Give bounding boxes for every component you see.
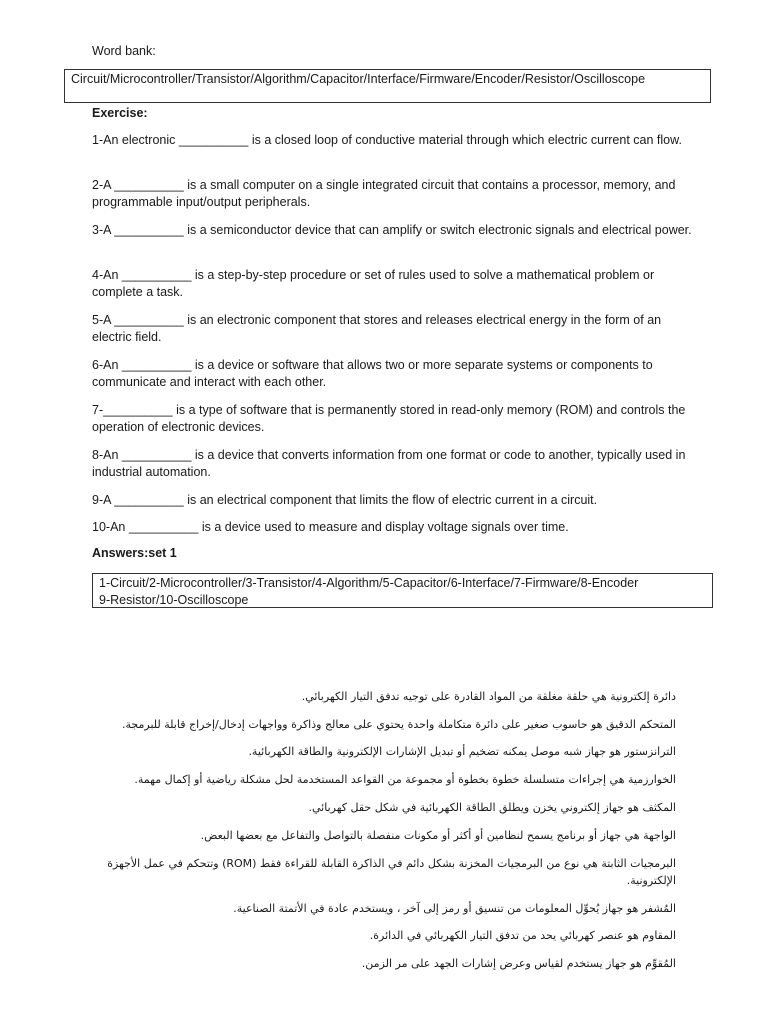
arabic-line-8: المُشفر هو جهاز يُحوِّل المعلومات من تنسيق أو رمز إلى آخر ، ويستخدم عادة في الأتمتة الصناعية. [233, 902, 676, 915]
arabic-line-2: المتحكم الدقيق هو حاسوب صغير على دائرة متكاملة واحدة يحتوي على معالج وذاكرة وواجهات إدخال/إخراج قابلة للبرمجة. [122, 718, 676, 731]
question-8: 8-An __________ is a device that converts information from one format or code to another, typically used in industrial automation. [92, 448, 686, 479]
arabic-line-9: المقاوم هو عنصر كهربائي يحد من تدفق التيار الكهربائي في الدائرة. [369, 929, 676, 942]
question-6: 6-An __________ is a device or software that allows two or more separate systems or components to communicate and interact with each other. [92, 358, 653, 389]
arabic-line-3: الترانزستور هو جهاز شبه موصل يمكنه تضخيم أو تبديل الإشارات الإلكترونية والطاقة الكهربائية. [248, 745, 676, 758]
exercise-title: Exercise: [92, 106, 148, 120]
question-10: 10-An __________ is a device used to measure and display voltage signals over time. [92, 520, 569, 534]
answers-box [92, 573, 713, 608]
word-bank-title: Word bank: [92, 44, 156, 58]
question-1: 1-An electronic __________ is a closed loop of conductive material through which electric current can flow. [92, 133, 682, 147]
question-4: 4-An __________ is a step-by-step procedure or set of rules used to solve a mathematical problem or complete a task. [92, 268, 655, 299]
question-3: 3-A __________ is a semiconductor device that can amplify or switch electronic signals and electrical power. [92, 223, 692, 237]
question-7: 7-__________ is a type of software that is permanently stored in read-only memory (ROM) and controls the operation of electronic devices. [92, 403, 686, 434]
answers-title: Answers:set 1 [92, 546, 177, 560]
question-5: 5-A __________ is an electronic component that stores and releases electrical energy in the form of an electric field. [92, 313, 662, 344]
arabic-line-6: الواجهة هي جهاز أو برنامج يسمح لنظامين أو أكثر أو مكونات منفصلة بالتواصل والتفاعل مع بعضها البعض. [200, 829, 676, 842]
word-bank-box: Circuit/Microcontroller/Transistor/Algorithm/Capacitor/Interface/Firmware/Encoder/Resistor/Oscilloscope [64, 69, 711, 103]
arabic-line-5: المكثف هو جهاز إلكتروني يخزن ويطلق الطاقة الكهربائية في شكل حقل كهربائي. [308, 801, 676, 814]
answers-line-2: 9-Resistor/10-Oscilloscope [99, 593, 249, 607]
question-9: 9-A __________ is an electrical component that limits the flow of electric current in a circuit. [92, 493, 598, 507]
question-2: 2-A __________ is a small computer on a single integrated circuit that contains a processor, memory, and programmable input/output peripherals. [92, 178, 676, 209]
arabic-line-10: المُقوِّم هو جهاز يستخدم لقياس وعرض إشارات الجهد على مر الزمن. [361, 957, 676, 970]
arabic-line-4: الخوارزمية هي إجراءات متسلسلة خطوة بخطوة أو مجموعة من القواعد المستخدمة لحل مشكلة رياضية أو إكمال مهمة. [134, 773, 676, 786]
arabic-line-1: دائرة إلكترونية هي حلقة مغلقة من المواد القادرة على توجيه تدفق التيار الكهربائي. [301, 690, 676, 703]
arabic-line-7: البرمجيات الثابتة هي نوع من البرمجيات المخزنة بشكل دائم في الذاكرة القابلة للقراءة فقط (ROM) وتتحكم في عمل الأجهزة الإلكترونية. [107, 857, 676, 887]
answers-line-1: 1-Circuit/2-Microcontroller/3-Transistor/4-Algorithm/5-Capacitor/6-Interface/7-Firmware/8-Encoder [99, 576, 639, 590]
